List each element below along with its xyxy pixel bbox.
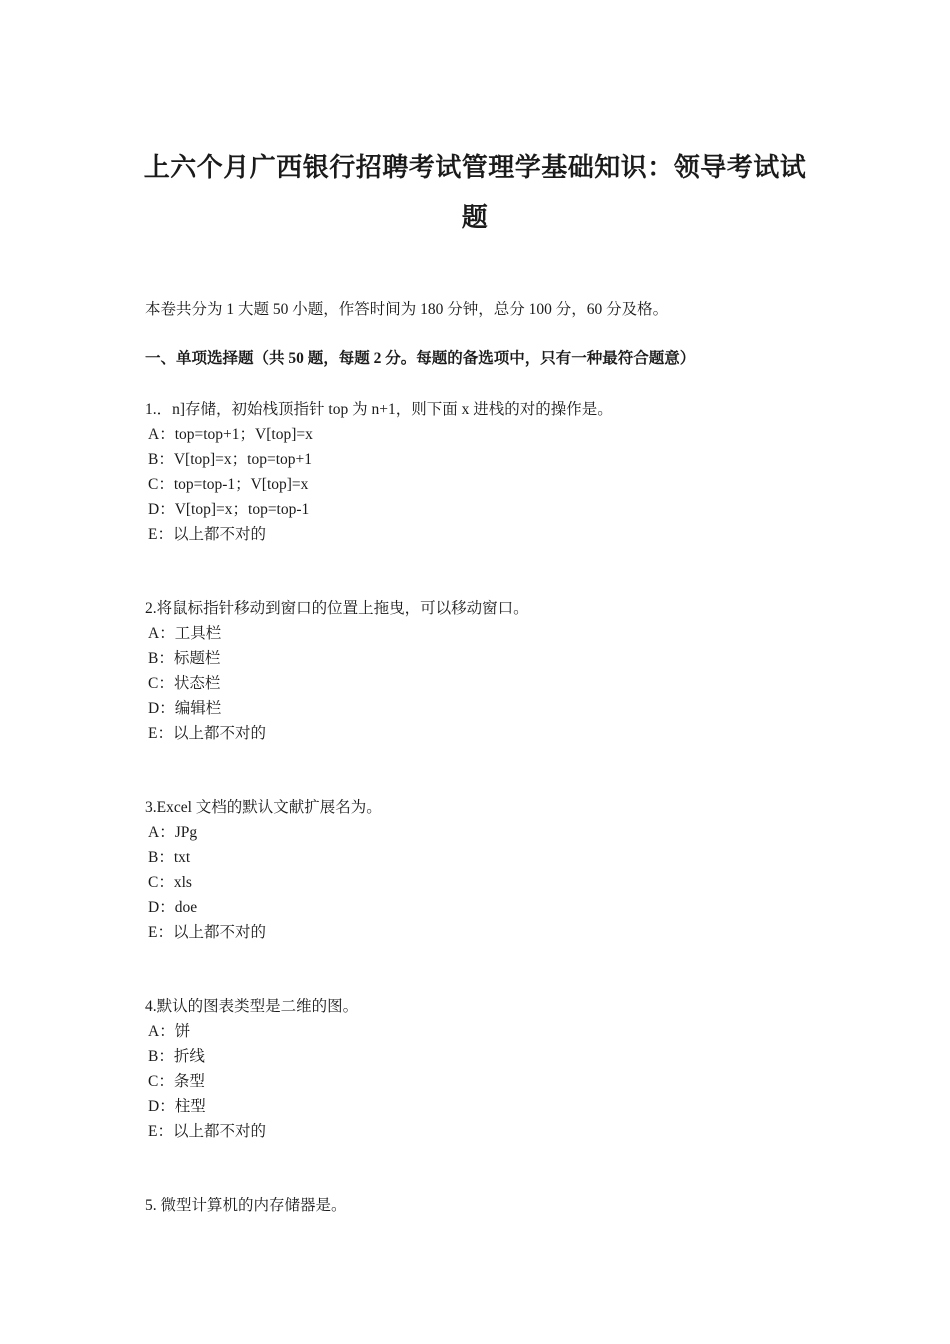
option-a: A：工具栏	[148, 625, 222, 642]
option-c: C：top=top-1；V[top]=x	[148, 476, 309, 493]
option-d: D：doe	[148, 899, 198, 916]
section-heading: 一、单项选择题（共 50 题，每题 2 分。每题的备选项中，只有一种最符合题意）	[145, 350, 696, 367]
option-b: B：txt	[148, 849, 191, 866]
option-b: B：折线	[148, 1048, 205, 1065]
question-stem: 4.默认的图表类型是二维的图。	[145, 998, 359, 1015]
option-b: B：标题栏	[148, 650, 221, 667]
option-e: E：以上都不对的	[148, 924, 266, 941]
question-4	[145, 994, 825, 1144]
option-e: E：以上都不对的	[148, 526, 266, 543]
question-stem: 2.将鼠标指针移动到窗口的位置上拖曳，可以移动窗口。	[145, 600, 529, 617]
option-a: A：饼	[148, 1023, 191, 1040]
question-5	[145, 1193, 825, 1218]
question-stem: 5. 微型计算机的内存储器是。	[145, 1197, 347, 1214]
exam-intro: 本卷共分为 1 大题 50 小题，作答时间为 180 分钟，总分 100 分，60 分及格。	[145, 301, 669, 318]
option-b: B：V[top]=x；top=top+1	[148, 451, 312, 468]
page-title	[140, 143, 810, 243]
option-a: A：JPg	[148, 824, 198, 841]
option-e: E：以上都不对的	[148, 1123, 266, 1140]
option-d: D：柱型	[148, 1098, 206, 1115]
option-d: D：V[top]=x；top=top-1	[148, 501, 310, 518]
option-c: C：xls	[148, 874, 192, 891]
question-2	[145, 596, 825, 746]
question-stem: 1.．n]存储，初始栈顶指针 top 为 n+1，则下面 x 进栈的对的操作是。	[145, 401, 613, 418]
option-c: C：条型	[148, 1073, 205, 1090]
option-e: E：以上都不对的	[148, 725, 266, 742]
option-d: D：编辑栏	[148, 700, 222, 717]
page-title-line-2: 题	[461, 203, 489, 232]
question-1	[145, 397, 825, 547]
question-stem: 3.Excel 文档的默认文献扩展名为。	[145, 799, 382, 816]
option-a: A：top=top+1；V[top]=x	[148, 426, 313, 443]
question-3	[145, 795, 825, 945]
page-title-line-1: 上六个月广西银行招聘考试管理学基础知识：领导考试试	[143, 153, 807, 182]
option-c: C：状态栏	[148, 675, 221, 692]
